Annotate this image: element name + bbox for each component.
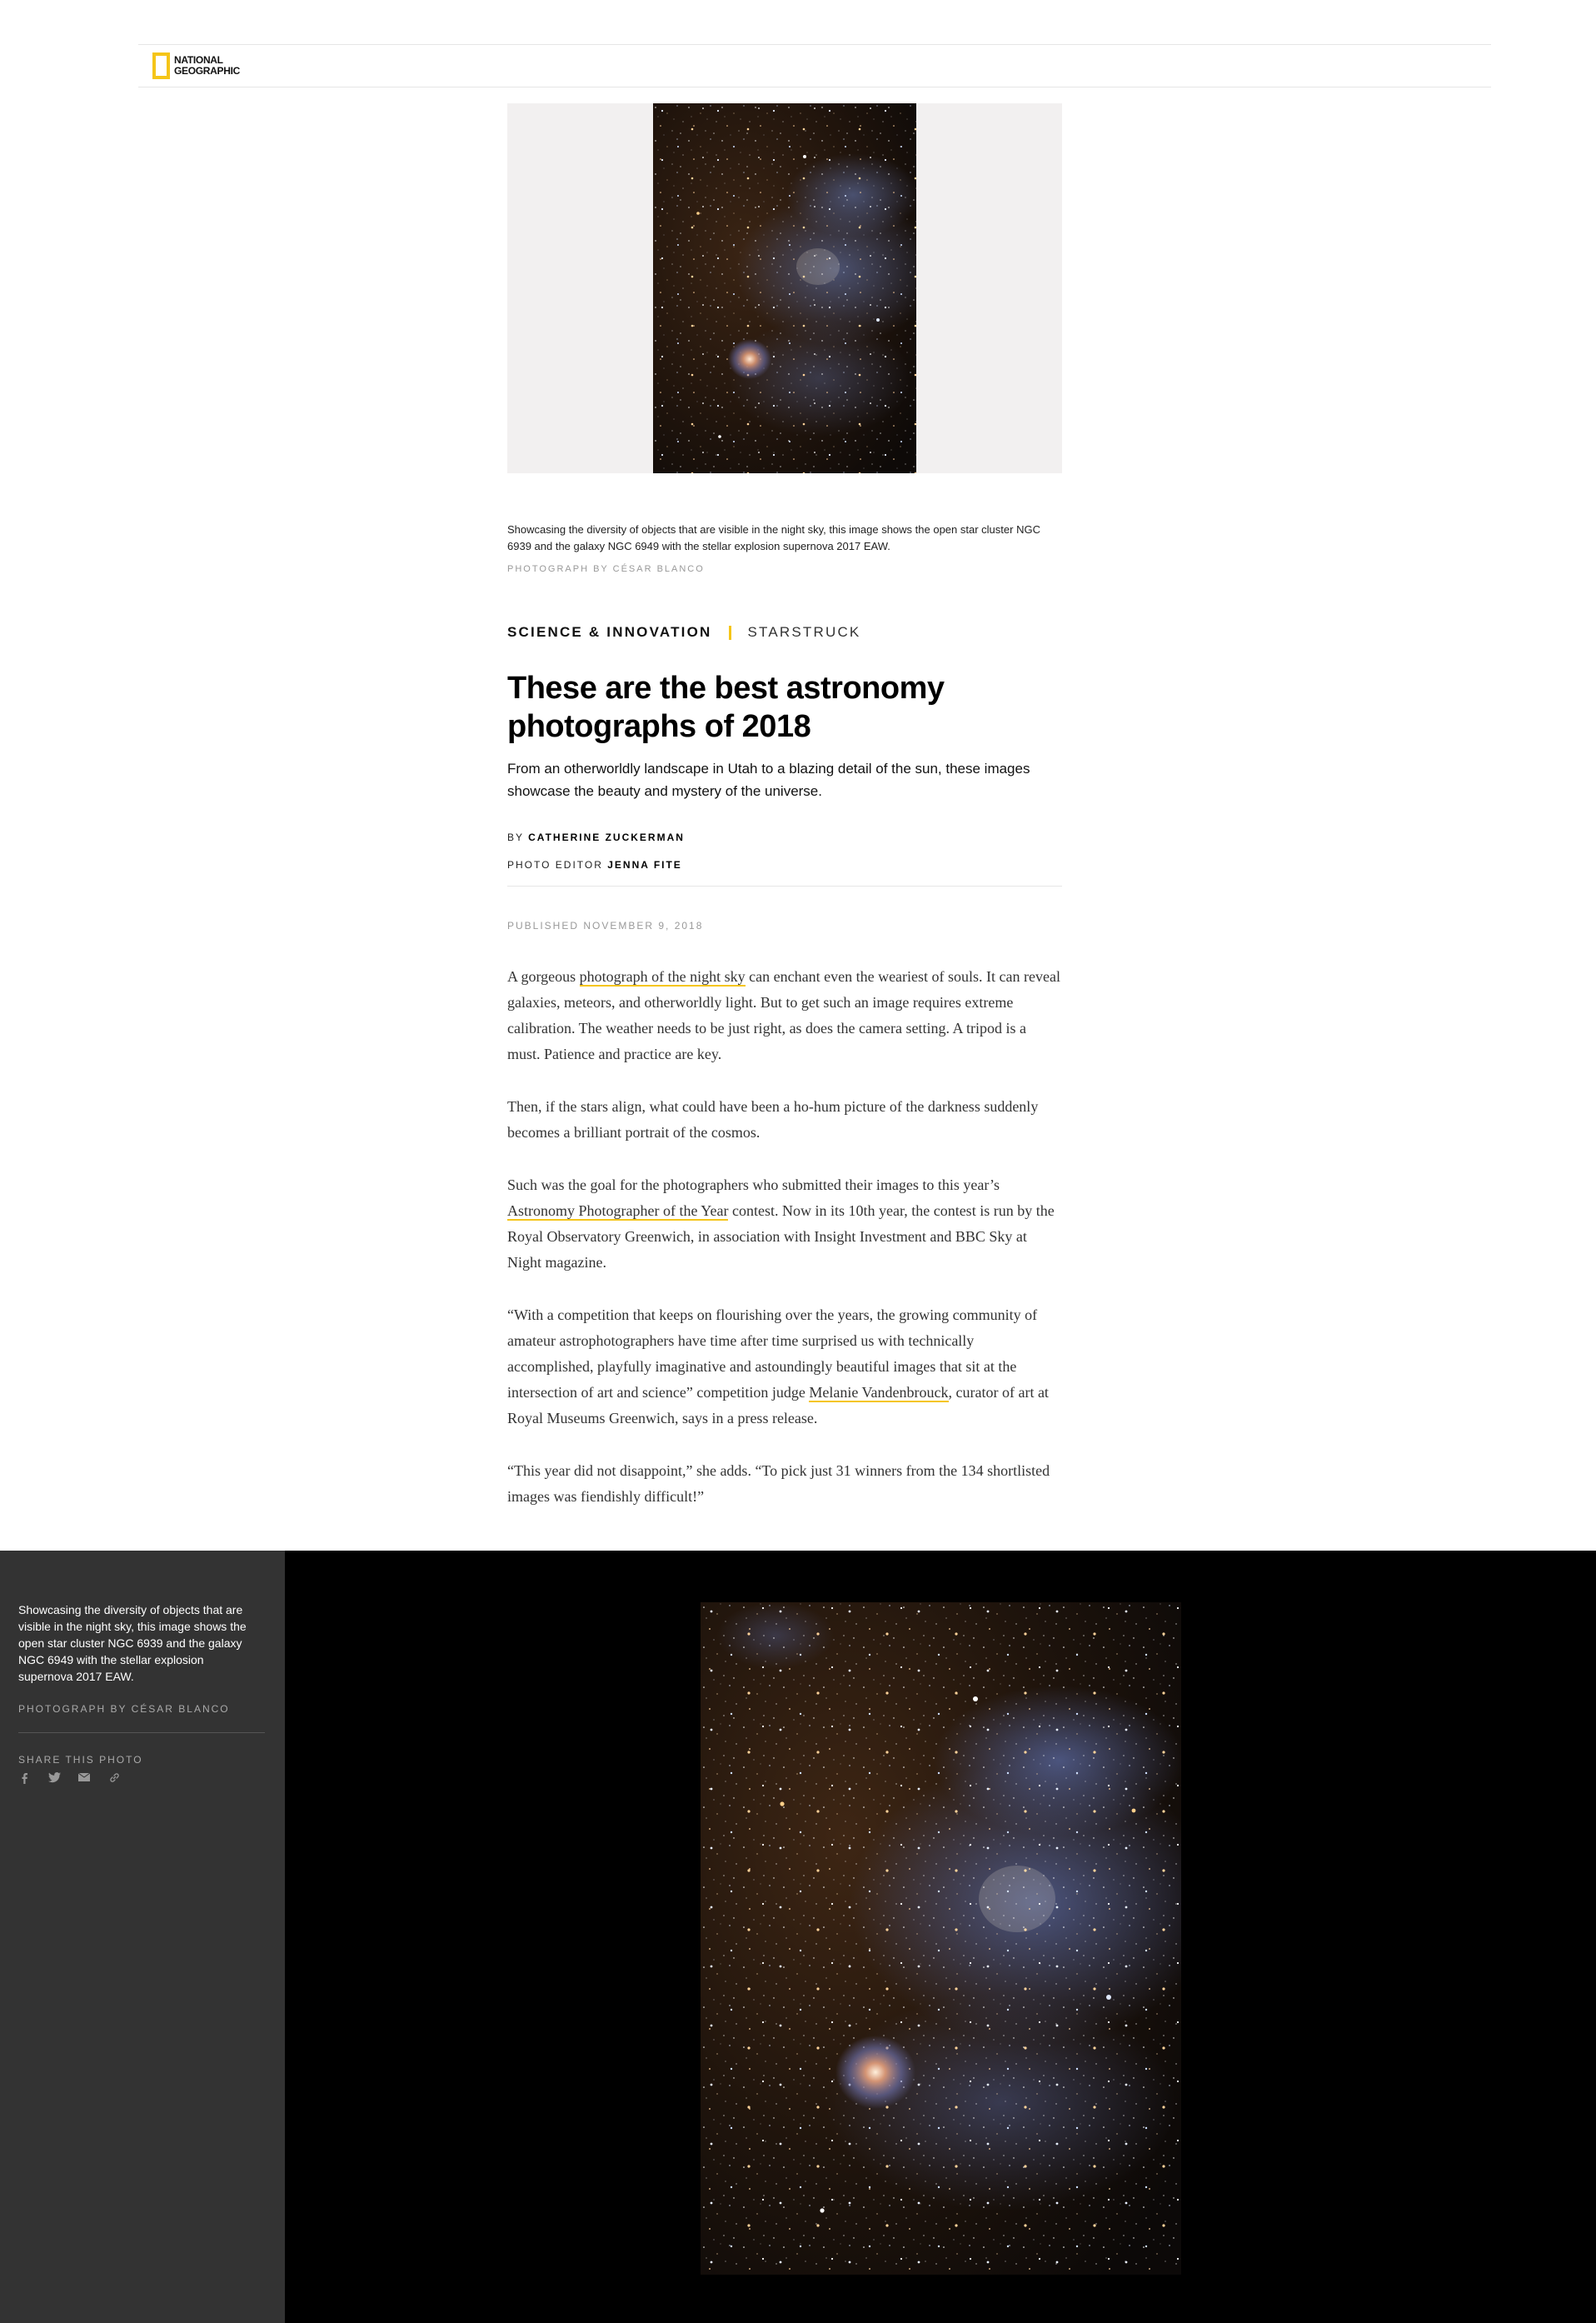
gallery-galaxy-image — [701, 1602, 1181, 2275]
site-header — [138, 44, 1491, 87]
paragraph: Then, if the stars align, what could have been a ho-hum picture of the darkness suddenly becomes a brilliant portrait of the cosmos. — [507, 1098, 1039, 1141]
gallery-photo[interactable] — [701, 1602, 1181, 2275]
hero-image-frame — [507, 103, 1062, 473]
photo-editor-credit: PHOTO EDITOR JENNA FITE — [507, 859, 682, 871]
night-sky-link[interactable]: photograph of the night sky — [579, 968, 746, 985]
logo-wordmark: NATIONAL GEOGRAPHIC — [174, 54, 241, 77]
kicker-divider — [729, 626, 731, 640]
hero-credit: PHOTOGRAPH BY CÉSAR BLANCO — [507, 564, 705, 574]
section-link[interactable]: SCIENCE & INNOVATION — [507, 624, 712, 640]
paragraph: A gorgeous photograph of the night sky can enchant even the weariest of souls. It can reveal galaxies, meteors, and otherworldly light. But to get such an image requires extreme calibration. The weather needs to be just right, as does the camera setting. A tripod is a must. Patience and practice are key. — [507, 968, 1060, 1062]
paragraph: “This year did not disappoint,” she adds. “To pick just 31 winners from the 134 shortlisted images was fiendishly difficult!” — [507, 1462, 1050, 1505]
photo-editor-name: JENNA FITE — [607, 859, 682, 871]
yellow-border-icon — [152, 52, 170, 79]
galaxy-photo-image — [653, 103, 916, 473]
share-icons — [18, 1772, 120, 1784]
paragraph: Such was the goal for the photographers who submitted their images to this year’s Astronomy Photographer of the Year contest. Now in its 10th year, the contest is run by the Royal Observatory Greenwich, in association with Insight Investment and BBC Sky at Night magazine. — [507, 1176, 1055, 1271]
divider — [507, 886, 1062, 887]
gallery-caption: Showcasing the diversity of objects that are visible in the night sky, this image shows the open star cluster NGC 6939 and the galaxy NGC 6949 with the stellar explosion supernova 2017 EAW. — [18, 1603, 247, 1683]
article-dek: From an otherworldly landscape in Utah to a blazing detail of the sun, these images showcase the beauty and mystery of the universe. — [507, 761, 1030, 799]
hero-caption: Showcasing the diversity of objects that are visible in the night sky, this image shows the open star cluster NGC 6939 and the galaxy NGC 6949 with the stellar explosion supernova 2017 EAW. — [507, 523, 1040, 552]
series-link[interactable]: STARSTRUCK — [747, 624, 861, 640]
author-link[interactable]: CATHERINE ZUCKERMAN — [528, 832, 685, 843]
nat-geo-logo[interactable] — [152, 52, 249, 79]
article-title: These are the best astronomy photographs of 2018 — [507, 671, 945, 744]
gallery-sidebar — [0, 1551, 285, 2323]
article-body — [507, 964, 1062, 1536]
paragraph: “With a competition that keeps on flourishing over the years, the growing community of amateur astrophotographers have time after time surprised us with technically accomplished, playfully imaginative and astoundingly beautiful images that sit at the intersection of art and science” competition judge Melanie Vandenbrouck, curator of art at Royal Museums Greenwich, says in a press release. — [507, 1306, 1049, 1426]
photo-gallery — [0, 1551, 1596, 2323]
link-icon[interactable] — [108, 1772, 120, 1784]
hero-photo[interactable] — [653, 103, 916, 473]
article-kicker — [507, 624, 860, 641]
facebook-icon[interactable] — [18, 1772, 30, 1784]
published-date: PUBLISHED NOVEMBER 9, 2018 — [507, 920, 704, 932]
gallery-divider — [18, 1732, 265, 1733]
gallery-credit: PHOTOGRAPH BY CÉSAR BLANCO — [18, 1703, 230, 1715]
twitter-icon[interactable] — [48, 1772, 60, 1784]
share-label: SHARE THIS PHOTO — [18, 1754, 143, 1766]
judge-link[interactable]: Melanie Vandenbrouck — [809, 1384, 949, 1401]
byline: BY CATHERINE ZUCKERMAN — [507, 832, 685, 843]
contest-link[interactable]: Astronomy Photographer of the Year — [507, 1202, 729, 1219]
email-icon[interactable] — [78, 1772, 90, 1784]
